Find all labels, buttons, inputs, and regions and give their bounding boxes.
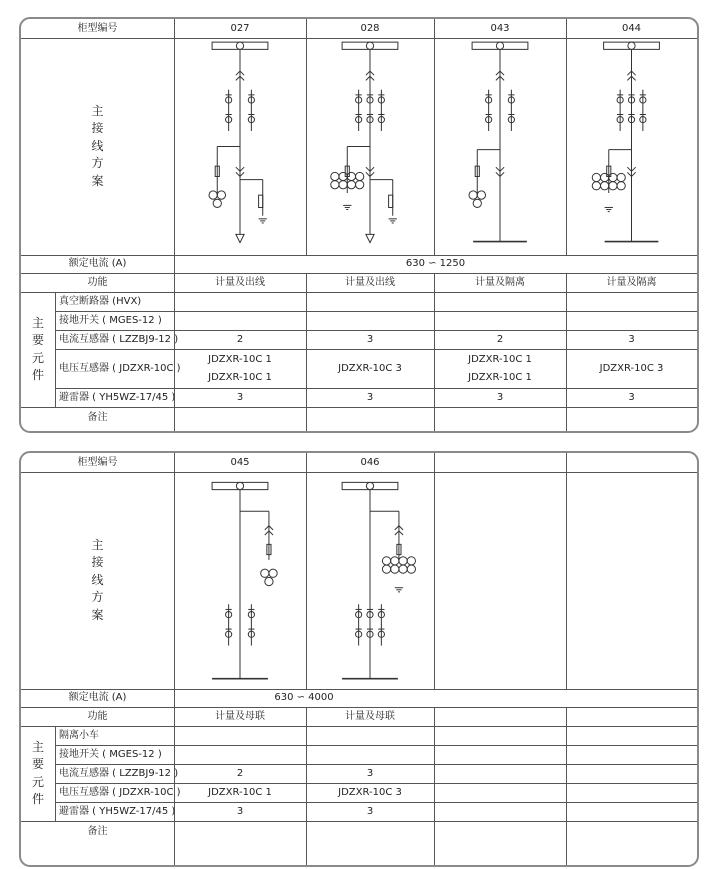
main-components-label [21, 726, 55, 821]
rated-current-label: 额定电流 (A) [68, 258, 127, 269]
cabinet-no: 045 [230, 456, 250, 468]
arrester-value: 3 [496, 391, 504, 403]
ct-value: 2 [236, 333, 244, 345]
function-value: 计量及出线 [345, 276, 395, 288]
arrester-value [434, 802, 566, 821]
arrester-value: 3 [366, 805, 374, 817]
function-value: 计量及隔离 [475, 276, 525, 288]
component-label: 电压互感器 ( JDZXR-10C ) [59, 362, 181, 374]
label-char: 元 [31, 774, 44, 789]
function-label: 功能 [87, 276, 108, 288]
grid-line [306, 407, 307, 433]
spec-table-2 [19, 451, 699, 867]
function-value: 计量及母联 [345, 710, 395, 722]
wiring-diagram-027 [174, 38, 306, 255]
label-char: 案 [91, 607, 104, 622]
ct-value: 2 [236, 767, 244, 779]
label-char: 接 [91, 121, 104, 136]
vt-line: JDZXR-10C 1 [208, 371, 272, 383]
cabinet-no: 027 [230, 22, 250, 34]
component-label: 电流互感器 ( LZZBJ9-12 ) [59, 767, 179, 779]
main-components-label [21, 292, 55, 407]
label-char: 线 [91, 572, 104, 587]
vt-value [566, 783, 697, 802]
vt-line: JDZXR-10C 3 [338, 786, 402, 798]
function-label: 功能 [87, 710, 108, 722]
ct-value [566, 764, 697, 783]
component-label: 接地开关 ( MGES-12 ) [59, 748, 162, 760]
function-value [566, 707, 697, 726]
function-value [434, 707, 566, 726]
cabinet-no: 046 [360, 456, 380, 468]
vt-line: JDZXR-10C 1 [208, 353, 272, 365]
vt-line: JDZXR-10C 1 [468, 353, 532, 365]
rated-current-value: 630 ∽ 1250 [405, 258, 466, 269]
grid-line [306, 821, 307, 867]
main-wiring-label [21, 38, 174, 255]
ct-value [434, 764, 566, 783]
vt-line: JDZXR-10C 3 [338, 362, 402, 374]
cabinet-no [434, 453, 566, 472]
label-char: 主 [91, 538, 104, 553]
cabinet-no-label: 柜型编号 [77, 22, 118, 34]
vt-line: JDZXR-10C 3 [599, 362, 664, 374]
vt-value [174, 349, 306, 388]
vt-value [174, 783, 306, 802]
vt-value [306, 783, 434, 802]
ct-value: 2 [496, 333, 504, 345]
label-char: 主 [91, 104, 104, 119]
vt-value [434, 349, 566, 388]
grid-line [566, 407, 567, 433]
arrester-value [566, 802, 697, 821]
label-char: 案 [91, 173, 104, 188]
main-wiring-label [21, 472, 174, 689]
arrester-value: 3 [236, 805, 244, 817]
label-char: 主 [31, 315, 44, 330]
cabinet-no: 028 [360, 22, 380, 34]
grid-line [434, 453, 435, 689]
label-char: 件 [31, 791, 44, 806]
rated-current-value: 630 ∽ 4000 [274, 692, 334, 703]
label-char: 主 [31, 739, 44, 754]
grid-line [566, 821, 567, 867]
ct-value: 3 [628, 333, 635, 345]
ct-value: 3 [366, 767, 374, 779]
vt-value [306, 349, 434, 388]
wiring-diagram-046 [306, 472, 434, 689]
cabinet-no: 044 [621, 22, 642, 34]
label-char: 方 [91, 590, 104, 605]
grid-line [434, 407, 435, 433]
function-value: 计量及隔离 [606, 276, 657, 288]
function-value: 计量及出线 [215, 276, 265, 288]
grid-line [434, 821, 435, 867]
component-label: 避雷器 ( YH5WZ-17/45 ) [59, 391, 176, 403]
component-label: 电流互感器 ( LZZBJ9-12 ) [59, 333, 179, 345]
label-char: 接 [91, 555, 104, 570]
vt-value [566, 349, 697, 388]
component-label: 接地开关 ( MGES-12 ) [59, 314, 162, 326]
label-char: 件 [31, 367, 44, 382]
component-label: 隔离小车 [59, 729, 99, 741]
vt-line: JDZXR-10C 1 [208, 786, 272, 798]
cabinet-no: 043 [490, 22, 510, 34]
arrester-value: 3 [628, 391, 635, 403]
label-char: 要 [31, 757, 44, 772]
cabinet-no [566, 453, 697, 472]
wiring-diagram-028 [306, 38, 434, 255]
label-char: 线 [91, 138, 104, 153]
spec-table-1 [19, 17, 699, 433]
arrester-value: 3 [366, 391, 374, 403]
wiring-diagram-045 [174, 472, 306, 689]
cabinet-no-label: 柜型编号 [77, 456, 118, 468]
vt-value [434, 783, 566, 802]
component-label: 避雷器 ( YH5WZ-17/45 ) [59, 805, 176, 817]
label-char: 元 [31, 350, 44, 365]
rated-current-label: 额定电流 (A) [68, 692, 127, 703]
wiring-diagram-043 [434, 38, 566, 255]
arrester-value: 3 [236, 391, 244, 403]
component-label: 真空断路器 (HVX) [59, 295, 142, 307]
label-char: 方 [91, 156, 104, 171]
component-label: 电压互感器 ( JDZXR-10C ) [59, 786, 181, 798]
grid-line [566, 453, 567, 689]
wiring-diagram-044 [566, 38, 697, 255]
function-value: 计量及母联 [215, 710, 265, 722]
vt-line: JDZXR-10C 1 [468, 371, 532, 383]
remarks-label: 备注 [87, 826, 108, 837]
ct-value: 3 [366, 333, 374, 345]
remarks-label: 备注 [87, 412, 108, 423]
label-char: 要 [31, 333, 44, 348]
